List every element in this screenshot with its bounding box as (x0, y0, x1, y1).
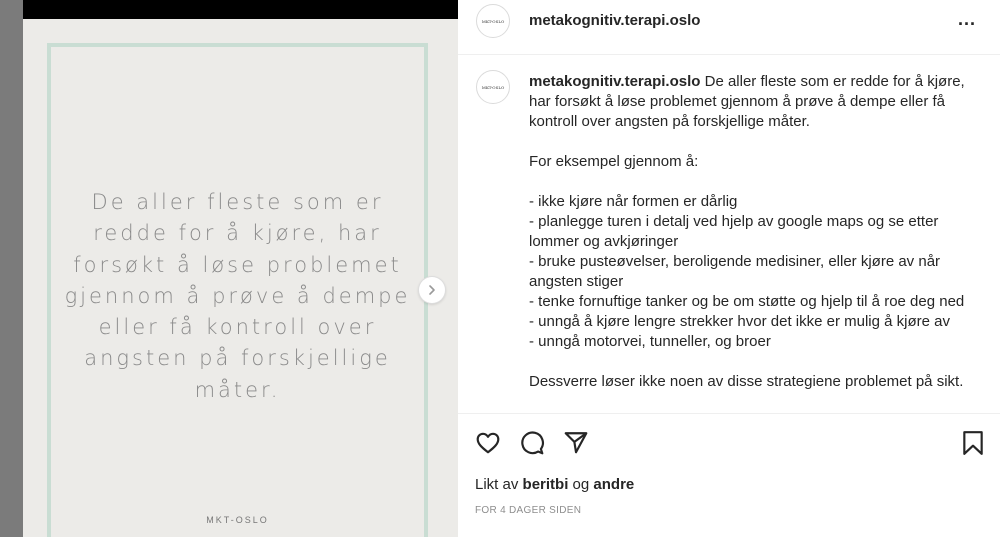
more-horizontal-icon: ... (958, 9, 977, 29)
share-button[interactable] (563, 430, 589, 461)
media-top-bar (23, 0, 458, 19)
comment-button[interactable] (519, 430, 545, 461)
caption-area (458, 55, 1000, 413)
next-image-button[interactable] (419, 277, 445, 303)
list-item: - bruke pusteøvelser, beroligende medisiner, eller kjøre av når angsten stiger (529, 253, 941, 290)
post-header (458, 0, 1000, 55)
image-frame (47, 43, 428, 537)
image-brand-text: MKT-OSLO (206, 515, 269, 525)
likes-summary (475, 476, 634, 493)
likes-others-link[interactable]: andre (593, 476, 635, 493)
header-username-link[interactable]: metakognitiv.terapi.oslo (529, 12, 701, 29)
caption-intro-text: De aller fleste som er redde for å kjøre, har forsøkt å løse problemet gjennom å prøve å dempe eller få kontroll over angsten på forskjellige måter. (529, 73, 965, 130)
caption-username-link[interactable]: metakognitiv.terapi.oslo (529, 73, 701, 90)
comment-icon (519, 430, 545, 456)
bookmark-icon (961, 430, 985, 456)
list-item: - unngå å kjøre lengre strekker hvor det ikke er mulig å kjøre av (529, 313, 951, 330)
likes-joiner: og (572, 476, 590, 493)
post-image (23, 0, 458, 537)
heart-icon (475, 430, 501, 456)
more-options-button[interactable] (958, 9, 976, 30)
liked-by-user-link[interactable]: beritbi (522, 476, 569, 493)
image-quote-text: De aller fleste som er redde for å kjøre, har forsøkt å løse problemet gjennom å prøve å dempe eller få kontroll over angsten på forskjellige måter. (64, 190, 411, 402)
caption-example-intro: For eksempel gjennom å: (529, 153, 699, 170)
avatar-brand-text: MKT-OSLO (481, 18, 505, 24)
caption-intro (529, 72, 979, 132)
caption-conclusion: Dessverre løser ikke noen av disse strategiene problemet på sikt. (529, 373, 964, 390)
save-button[interactable] (961, 430, 985, 461)
avatar[interactable] (476, 4, 510, 38)
background-gutter (0, 0, 23, 537)
list-item: - ikke kjøre når formen er dårlig (529, 193, 738, 210)
list-item: - planlegge turen i detalj ved hjelp av google maps og se etter lommer og avkjøringer (529, 213, 939, 250)
caption-avatar[interactable] (476, 70, 510, 104)
send-icon (563, 430, 589, 456)
caption-text (529, 72, 979, 392)
chevron-right-icon (426, 284, 438, 296)
post-timestamp[interactable]: FOR 4 DAGER SIDEN (475, 505, 582, 516)
like-button[interactable] (475, 430, 501, 461)
post-actions (458, 413, 1000, 538)
list-item: - tenke fornuftige tanker og be om støtte og hjelp til å roe deg ned (529, 293, 965, 310)
avatar-brand-text: MKT-OSLO (481, 84, 505, 90)
likes-prefix: Likt av (475, 476, 519, 493)
post-side-panel (458, 0, 1000, 537)
list-item: - unngå motorvei, tunneller, og broer (529, 333, 771, 350)
